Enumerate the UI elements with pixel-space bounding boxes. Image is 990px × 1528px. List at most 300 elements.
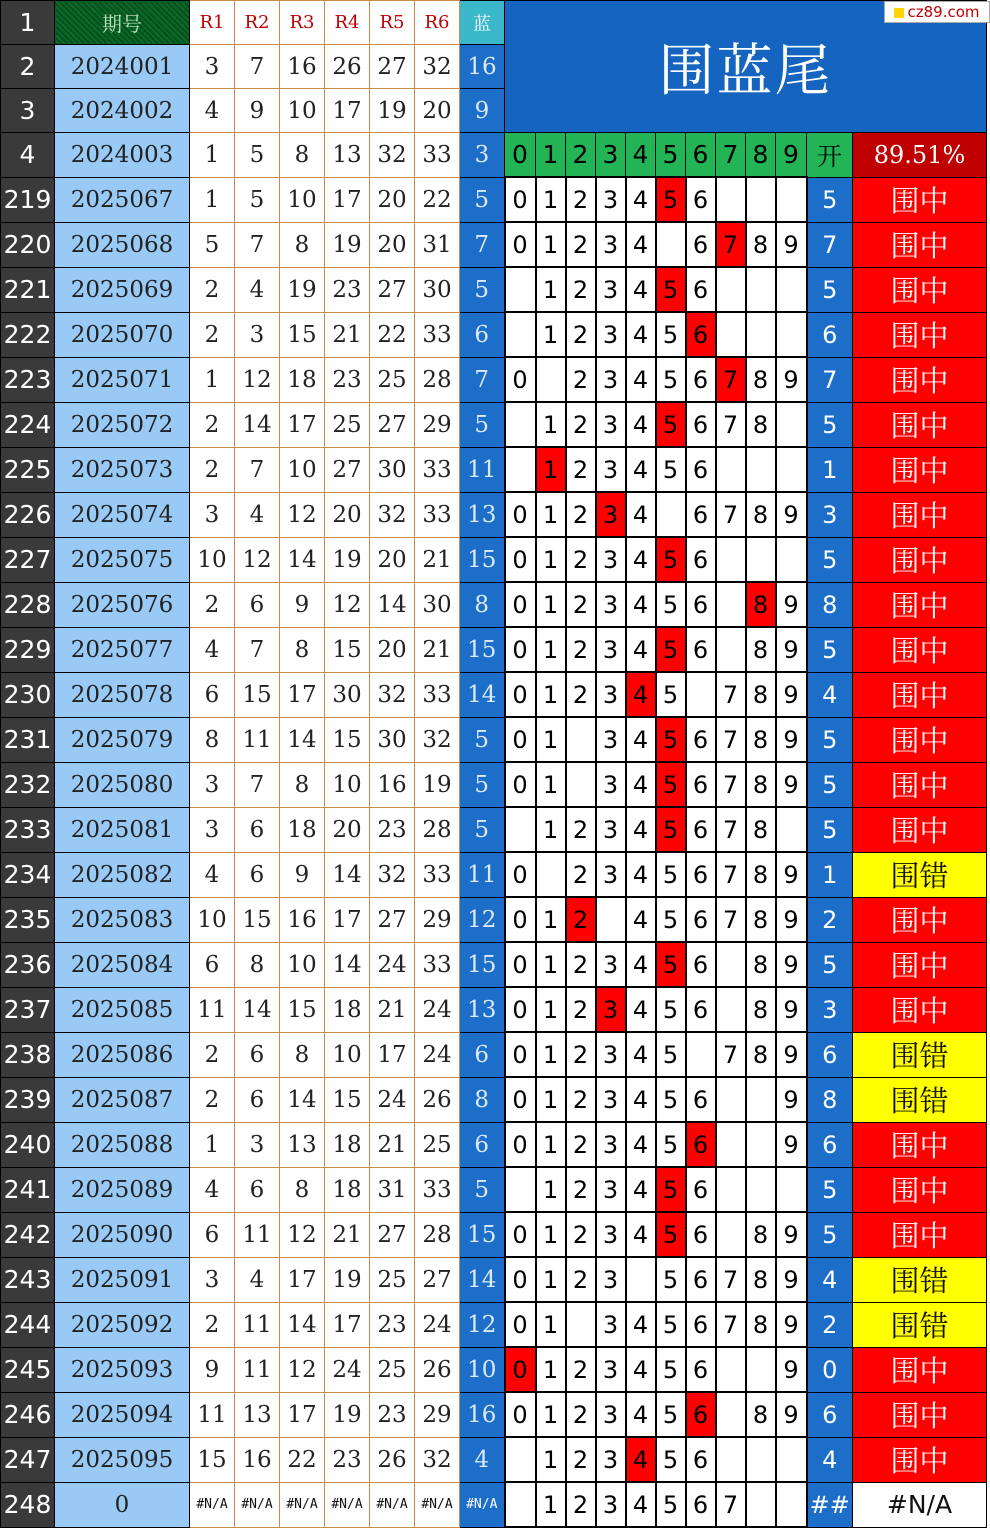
- row-number[interactable]: 232: [1, 762, 55, 807]
- tail-digit-cell[interactable]: 4: [626, 402, 656, 447]
- open-tail-cell[interactable]: 3: [807, 987, 853, 1032]
- tail-digit-cell[interactable]: 5: [656, 1437, 686, 1482]
- tail-digit-cell[interactable]: 7: [716, 1482, 746, 1527]
- tail-digit-cell[interactable]: [716, 627, 746, 672]
- tail-digit-cell[interactable]: 1: [536, 897, 566, 942]
- tail-digit-cell[interactable]: 3: [596, 1482, 626, 1527]
- tail-digit-cell[interactable]: 0: [505, 1122, 536, 1167]
- red-ball-cell[interactable]: 10: [280, 942, 325, 987]
- period-cell[interactable]: 2025070: [55, 312, 190, 357]
- result-cell[interactable]: 围中: [853, 177, 987, 222]
- tail-digit-cell[interactable]: [566, 1302, 596, 1347]
- tail-digit-cell[interactable]: 4: [626, 1392, 656, 1437]
- red-ball-cell[interactable]: 9: [235, 89, 280, 133]
- red-ball-cell[interactable]: 26: [415, 1077, 460, 1122]
- red-ball-cell[interactable]: 23: [370, 1392, 415, 1437]
- tail-digit-cell[interactable]: 2: [566, 1392, 596, 1437]
- red-ball-cell[interactable]: 15: [280, 312, 325, 357]
- red-ball-cell[interactable]: 15: [325, 717, 370, 762]
- red-ball-cell[interactable]: 24: [370, 942, 415, 987]
- red-ball-cell[interactable]: 25: [370, 1347, 415, 1392]
- tail-digit-cell[interactable]: [536, 357, 566, 402]
- red-ball-cell[interactable]: 33: [415, 942, 460, 987]
- tail-digit-cell[interactable]: 7: [716, 1302, 746, 1347]
- tail-digit-cell[interactable]: 0: [505, 1032, 536, 1077]
- blue-ball-cell[interactable]: 15: [460, 627, 505, 672]
- digit-header-6[interactable]: 6: [686, 133, 716, 178]
- tail-digit-cell[interactable]: [746, 1077, 776, 1122]
- blue-ball-cell[interactable]: 5: [460, 402, 505, 447]
- tail-digit-cell[interactable]: 9: [776, 987, 807, 1032]
- tail-digit-cell[interactable]: 3: [596, 1077, 626, 1122]
- red-ball-cell[interactable]: 3: [190, 1257, 235, 1302]
- blue-ball-cell[interactable]: 15: [460, 1212, 505, 1257]
- tail-digit-cell[interactable]: 7: [716, 402, 746, 447]
- red-ball-cell[interactable]: 12: [280, 1347, 325, 1392]
- red-ball-cell[interactable]: 13: [280, 1122, 325, 1167]
- red-ball-cell[interactable]: 26: [370, 1437, 415, 1482]
- red-ball-cell[interactable]: 12: [235, 537, 280, 582]
- tail-digit-cell[interactable]: 3: [596, 1437, 626, 1482]
- red-ball-cell[interactable]: 30: [370, 447, 415, 492]
- row-number[interactable]: 243: [1, 1257, 55, 1302]
- open-tail-cell[interactable]: 5: [807, 807, 853, 852]
- period-cell[interactable]: 2025068: [55, 222, 190, 267]
- tail-digit-cell[interactable]: [776, 177, 807, 222]
- red-ball-cell[interactable]: 17: [325, 177, 370, 222]
- row-number[interactable]: 244: [1, 1302, 55, 1347]
- red-ball-cell[interactable]: 29: [415, 897, 460, 942]
- tail-digit-cell[interactable]: 9: [776, 1302, 807, 1347]
- red-ball-cell[interactable]: 3: [190, 762, 235, 807]
- red-ball-cell[interactable]: 4: [190, 1167, 235, 1212]
- tail-digit-cell[interactable]: 1: [536, 987, 566, 1032]
- red-ball-cell[interactable]: 2: [190, 1077, 235, 1122]
- tail-digit-cell[interactable]: 0: [505, 1212, 536, 1257]
- open-tail-cell[interactable]: 6: [807, 1392, 853, 1437]
- open-tail-cell[interactable]: 8: [807, 1077, 853, 1122]
- red-ball-cell[interactable]: 6: [235, 1077, 280, 1122]
- red-ball-cell[interactable]: 15: [325, 627, 370, 672]
- red-ball-cell[interactable]: 27: [325, 447, 370, 492]
- red-ball-cell[interactable]: 8: [280, 1032, 325, 1077]
- tail-digit-cell[interactable]: 3: [596, 717, 626, 762]
- tail-digit-cell[interactable]: 1: [536, 1347, 566, 1392]
- tail-digit-cell[interactable]: 6: [686, 537, 716, 582]
- blue-ball-cell[interactable]: 6: [460, 312, 505, 357]
- row-number[interactable]: 223: [1, 357, 55, 402]
- tail-digit-cell[interactable]: 8: [746, 1032, 776, 1077]
- period-cell[interactable]: 2025078: [55, 672, 190, 717]
- tail-digit-cell[interactable]: 3: [596, 1257, 626, 1302]
- row-number[interactable]: 222: [1, 312, 55, 357]
- red-ball-cell[interactable]: 24: [325, 1347, 370, 1392]
- blue-ball-cell[interactable]: 16: [460, 45, 505, 89]
- tail-digit-cell[interactable]: 1: [536, 672, 566, 717]
- period-cell[interactable]: 2025072: [55, 402, 190, 447]
- red-ball-cell[interactable]: 21: [415, 627, 460, 672]
- period-cell[interactable]: 2025088: [55, 1122, 190, 1167]
- tail-digit-cell[interactable]: [716, 312, 746, 357]
- red-ball-cell[interactable]: 19: [325, 537, 370, 582]
- red-ball-cell[interactable]: 6: [235, 807, 280, 852]
- tail-digit-cell[interactable]: 6: [686, 1077, 716, 1122]
- red-ball-cell[interactable]: 1: [190, 133, 235, 178]
- blue-ball-cell[interactable]: 15: [460, 537, 505, 582]
- period-cell[interactable]: 2025085: [55, 987, 190, 1032]
- tail-digit-cell[interactable]: 6: [686, 312, 716, 357]
- blue-ball-cell[interactable]: 9: [460, 89, 505, 133]
- row-number[interactable]: 3: [1, 89, 55, 133]
- tail-digit-cell[interactable]: 1: [536, 1167, 566, 1212]
- red-ball-cell[interactable]: 27: [370, 45, 415, 89]
- tail-digit-cell[interactable]: 0: [505, 1257, 536, 1302]
- red-ball-cell[interactable]: 3: [190, 492, 235, 537]
- tail-digit-cell[interactable]: 0: [505, 1347, 536, 1392]
- tail-digit-cell[interactable]: 5: [656, 627, 686, 672]
- result-cell[interactable]: 围中: [853, 1437, 987, 1482]
- row-number[interactable]: 246: [1, 1392, 55, 1437]
- open-tail-cell[interactable]: 7: [807, 357, 853, 402]
- open-tail-cell[interactable]: 5: [807, 537, 853, 582]
- row-number[interactable]: 245: [1, 1347, 55, 1392]
- tail-digit-cell[interactable]: 2: [566, 1437, 596, 1482]
- blue-header[interactable]: 蓝: [460, 1, 505, 45]
- tail-digit-cell[interactable]: [716, 1437, 746, 1482]
- blue-ball-cell[interactable]: 3: [460, 133, 505, 178]
- tail-digit-cell[interactable]: 2: [566, 267, 596, 312]
- tail-digit-cell[interactable]: 8: [746, 492, 776, 537]
- tail-digit-cell[interactable]: 5: [656, 267, 686, 312]
- red-ball-cell[interactable]: 9: [280, 582, 325, 627]
- open-tail-cell[interactable]: 5: [807, 267, 853, 312]
- row-number[interactable]: 225: [1, 447, 55, 492]
- tail-digit-cell[interactable]: 0: [505, 492, 536, 537]
- red-ball-cell[interactable]: 13: [235, 1392, 280, 1437]
- tail-digit-cell[interactable]: 4: [626, 762, 656, 807]
- tail-digit-cell[interactable]: 1: [536, 1437, 566, 1482]
- tail-digit-cell[interactable]: 5: [656, 1032, 686, 1077]
- tail-digit-cell[interactable]: 7: [716, 357, 746, 402]
- blue-ball-cell[interactable]: 8: [460, 582, 505, 627]
- red-ball-cell[interactable]: 5: [235, 133, 280, 178]
- red-ball-cell[interactable]: 25: [325, 402, 370, 447]
- tail-digit-cell[interactable]: 4: [626, 987, 656, 1032]
- red-ball-cell[interactable]: 24: [415, 1302, 460, 1347]
- row-number[interactable]: 234: [1, 852, 55, 897]
- period-header[interactable]: 期号: [55, 1, 190, 45]
- red-ball-cell[interactable]: 23: [325, 267, 370, 312]
- blue-ball-cell[interactable]: 15: [460, 942, 505, 987]
- red-ball-cell[interactable]: 33: [415, 447, 460, 492]
- blue-ball-cell[interactable]: #N/A: [460, 1482, 505, 1527]
- row-number[interactable]: 228: [1, 582, 55, 627]
- tail-digit-cell[interactable]: [776, 1482, 807, 1527]
- tail-digit-cell[interactable]: 2: [566, 1167, 596, 1212]
- tail-digit-cell[interactable]: 2: [566, 1347, 596, 1392]
- red-ball-cell[interactable]: 14: [325, 942, 370, 987]
- open-tail-cell[interactable]: 1: [807, 447, 853, 492]
- period-cell[interactable]: 2025094: [55, 1392, 190, 1437]
- red-ball-cell[interactable]: #N/A: [325, 1482, 370, 1527]
- red-ball-cell[interactable]: 33: [415, 312, 460, 357]
- red-ball-cell[interactable]: 14: [370, 582, 415, 627]
- tail-digit-cell[interactable]: 4: [626, 717, 656, 762]
- open-tail-cell[interactable]: 5: [807, 402, 853, 447]
- tail-digit-cell[interactable]: 5: [656, 312, 686, 357]
- tail-digit-cell[interactable]: 9: [776, 357, 807, 402]
- blue-ball-cell[interactable]: 11: [460, 447, 505, 492]
- result-cell[interactable]: 围中: [853, 627, 987, 672]
- result-cell[interactable]: 围中: [853, 717, 987, 762]
- tail-digit-cell[interactable]: 6: [686, 1167, 716, 1212]
- tail-digit-cell[interactable]: 4: [626, 1077, 656, 1122]
- red-ball-cell[interactable]: 12: [325, 582, 370, 627]
- tail-digit-cell[interactable]: [746, 1437, 776, 1482]
- red-ball-cell[interactable]: 17: [370, 1032, 415, 1077]
- tail-digit-cell[interactable]: 1: [536, 762, 566, 807]
- row-number[interactable]: 221: [1, 267, 55, 312]
- red-ball-cell[interactable]: 6: [235, 582, 280, 627]
- blue-ball-cell[interactable]: 12: [460, 897, 505, 942]
- tail-digit-cell[interactable]: [746, 312, 776, 357]
- tail-digit-cell[interactable]: 5: [656, 1077, 686, 1122]
- result-cell[interactable]: 围中: [853, 1212, 987, 1257]
- red-ball-cell[interactable]: 20: [325, 807, 370, 852]
- tail-digit-cell[interactable]: 5: [656, 402, 686, 447]
- tail-digit-cell[interactable]: [505, 1167, 536, 1212]
- tail-digit-cell[interactable]: 6: [686, 1392, 716, 1437]
- red-ball-cell[interactable]: 15: [235, 672, 280, 717]
- period-cell[interactable]: 2025069: [55, 267, 190, 312]
- tail-digit-cell[interactable]: 6: [686, 1437, 716, 1482]
- blue-ball-cell[interactable]: 5: [460, 762, 505, 807]
- period-cell[interactable]: 2024001: [55, 45, 190, 89]
- tail-digit-cell[interactable]: 1: [536, 1077, 566, 1122]
- red-ball-cell[interactable]: 28: [415, 357, 460, 402]
- tail-digit-cell[interactable]: 4: [626, 1212, 656, 1257]
- red-header-2[interactable]: R2: [235, 1, 280, 45]
- blue-ball-cell[interactable]: 12: [460, 1302, 505, 1347]
- red-ball-cell[interactable]: 8: [280, 762, 325, 807]
- tail-digit-cell[interactable]: 8: [746, 357, 776, 402]
- red-ball-cell[interactable]: 30: [415, 582, 460, 627]
- tail-digit-cell[interactable]: 0: [505, 987, 536, 1032]
- red-ball-cell[interactable]: 14: [325, 852, 370, 897]
- tail-digit-cell[interactable]: [776, 807, 807, 852]
- blue-ball-cell[interactable]: 4: [460, 1437, 505, 1482]
- tail-digit-cell[interactable]: 0: [505, 357, 536, 402]
- period-cell[interactable]: 2025071: [55, 357, 190, 402]
- red-ball-cell[interactable]: 8: [280, 133, 325, 178]
- tail-digit-cell[interactable]: 8: [746, 627, 776, 672]
- tail-digit-cell[interactable]: [716, 582, 746, 627]
- tail-digit-cell[interactable]: 6: [686, 1212, 716, 1257]
- tail-digit-cell[interactable]: 8: [746, 222, 776, 267]
- tail-digit-cell[interactable]: [746, 537, 776, 582]
- red-ball-cell[interactable]: 2: [190, 1302, 235, 1347]
- tail-digit-cell[interactable]: 9: [776, 627, 807, 672]
- tail-digit-cell[interactable]: [746, 1482, 776, 1527]
- tail-digit-cell[interactable]: [776, 537, 807, 582]
- digit-header-9[interactable]: 9: [776, 133, 807, 178]
- red-ball-cell[interactable]: 14: [280, 1077, 325, 1122]
- digit-header-5[interactable]: 5: [656, 133, 686, 178]
- red-ball-cell[interactable]: 5: [190, 222, 235, 267]
- tail-digit-cell[interactable]: 9: [776, 222, 807, 267]
- tail-digit-cell[interactable]: 9: [776, 1122, 807, 1167]
- tail-digit-cell[interactable]: 3: [596, 1122, 626, 1167]
- red-ball-cell[interactable]: 6: [235, 852, 280, 897]
- tail-digit-cell[interactable]: 6: [686, 807, 716, 852]
- tail-digit-cell[interactable]: [656, 222, 686, 267]
- tail-digit-cell[interactable]: 6: [686, 1482, 716, 1527]
- tail-digit-cell[interactable]: 7: [716, 762, 746, 807]
- tail-digit-cell[interactable]: 8: [746, 582, 776, 627]
- tail-digit-cell[interactable]: 6: [686, 402, 716, 447]
- tail-digit-cell[interactable]: 9: [776, 1392, 807, 1437]
- row-number[interactable]: 236: [1, 942, 55, 987]
- period-cell[interactable]: 2025086: [55, 1032, 190, 1077]
- blue-ball-cell[interactable]: 5: [460, 1167, 505, 1212]
- red-ball-cell[interactable]: 12: [235, 357, 280, 402]
- blue-ball-cell[interactable]: 14: [460, 1257, 505, 1302]
- result-cell[interactable]: 围中: [853, 492, 987, 537]
- period-cell[interactable]: 2024003: [55, 133, 190, 178]
- tail-digit-cell[interactable]: 0: [505, 1392, 536, 1437]
- tail-digit-cell[interactable]: [505, 447, 536, 492]
- period-cell[interactable]: 2025082: [55, 852, 190, 897]
- result-cell[interactable]: 围中: [853, 447, 987, 492]
- tail-digit-cell[interactable]: [536, 852, 566, 897]
- tail-digit-cell[interactable]: 4: [626, 177, 656, 222]
- red-ball-cell[interactable]: 31: [370, 1167, 415, 1212]
- tail-digit-cell[interactable]: 4: [626, 1437, 656, 1482]
- tail-digit-cell[interactable]: 1: [536, 222, 566, 267]
- tail-digit-cell[interactable]: 5: [656, 1122, 686, 1167]
- red-ball-cell[interactable]: 20: [415, 89, 460, 133]
- red-ball-cell[interactable]: 10: [325, 762, 370, 807]
- red-ball-cell[interactable]: 33: [415, 492, 460, 537]
- tail-digit-cell[interactable]: [746, 1122, 776, 1167]
- red-ball-cell[interactable]: 7: [235, 447, 280, 492]
- tail-digit-cell[interactable]: 4: [626, 267, 656, 312]
- red-ball-cell[interactable]: 9: [280, 852, 325, 897]
- red-ball-cell[interactable]: 24: [415, 1032, 460, 1077]
- row-number[interactable]: 235: [1, 897, 55, 942]
- red-ball-cell[interactable]: 33: [415, 852, 460, 897]
- digit-header-4[interactable]: 4: [626, 133, 656, 178]
- tail-digit-cell[interactable]: 2: [566, 672, 596, 717]
- red-ball-cell[interactable]: 2: [190, 267, 235, 312]
- red-ball-cell[interactable]: 8: [280, 627, 325, 672]
- tail-digit-cell[interactable]: 6: [686, 717, 716, 762]
- tail-digit-cell[interactable]: 4: [626, 357, 656, 402]
- open-tail-cell[interactable]: 5: [807, 717, 853, 762]
- red-ball-cell[interactable]: 12: [280, 492, 325, 537]
- tail-digit-cell[interactable]: [656, 492, 686, 537]
- red-ball-cell[interactable]: 30: [325, 672, 370, 717]
- result-cell[interactable]: 围中: [853, 1347, 987, 1392]
- result-cell[interactable]: 围错: [853, 1077, 987, 1122]
- period-cell[interactable]: 2025091: [55, 1257, 190, 1302]
- tail-digit-cell[interactable]: 1: [536, 1122, 566, 1167]
- red-ball-cell[interactable]: 4: [190, 627, 235, 672]
- red-ball-cell[interactable]: #N/A: [190, 1482, 235, 1527]
- tail-digit-cell[interactable]: 0: [505, 582, 536, 627]
- tail-digit-cell[interactable]: 9: [776, 852, 807, 897]
- red-ball-cell[interactable]: 11: [235, 717, 280, 762]
- red-ball-cell[interactable]: 21: [325, 312, 370, 357]
- red-ball-cell[interactable]: 7: [235, 627, 280, 672]
- tail-digit-cell[interactable]: 1: [536, 942, 566, 987]
- tail-digit-cell[interactable]: 5: [656, 1167, 686, 1212]
- red-ball-cell[interactable]: 19: [280, 267, 325, 312]
- tail-digit-cell[interactable]: [746, 1167, 776, 1212]
- red-ball-cell[interactable]: 16: [235, 1437, 280, 1482]
- result-cell[interactable]: 围中: [853, 762, 987, 807]
- row-number[interactable]: 224: [1, 402, 55, 447]
- period-cell[interactable]: 2025073: [55, 447, 190, 492]
- tail-digit-cell[interactable]: 6: [686, 177, 716, 222]
- tail-digit-cell[interactable]: 2: [566, 1257, 596, 1302]
- tail-digit-cell[interactable]: 7: [716, 672, 746, 717]
- blue-ball-cell[interactable]: 6: [460, 1032, 505, 1077]
- tail-digit-cell[interactable]: 9: [776, 762, 807, 807]
- red-ball-cell[interactable]: 2: [190, 447, 235, 492]
- red-ball-cell[interactable]: 32: [370, 672, 415, 717]
- red-ball-cell[interactable]: 17: [280, 672, 325, 717]
- tail-digit-cell[interactable]: 0: [505, 672, 536, 717]
- tail-digit-cell[interactable]: 4: [626, 1032, 656, 1077]
- tail-digit-cell[interactable]: 4: [626, 852, 656, 897]
- tail-digit-cell[interactable]: [566, 762, 596, 807]
- tail-digit-cell[interactable]: 0: [505, 627, 536, 672]
- red-ball-cell[interactable]: 20: [325, 492, 370, 537]
- blue-ball-cell[interactable]: 13: [460, 492, 505, 537]
- period-cell[interactable]: 2025087: [55, 1077, 190, 1122]
- site-logo[interactable]: [884, 1, 990, 23]
- period-cell[interactable]: 2025075: [55, 537, 190, 582]
- tail-digit-cell[interactable]: 5: [656, 1347, 686, 1392]
- tail-digit-cell[interactable]: 1: [536, 1212, 566, 1257]
- result-cell[interactable]: 围错: [853, 1257, 987, 1302]
- tail-digit-cell[interactable]: 3: [596, 1212, 626, 1257]
- tail-digit-cell[interactable]: 6: [686, 1302, 716, 1347]
- digit-header-7[interactable]: 7: [716, 133, 746, 178]
- red-ball-cell[interactable]: 20: [370, 222, 415, 267]
- result-cell[interactable]: #N/A: [853, 1482, 987, 1527]
- tail-digit-cell[interactable]: 3: [596, 222, 626, 267]
- red-ball-cell[interactable]: 25: [370, 357, 415, 402]
- tail-digit-cell[interactable]: 8: [746, 1257, 776, 1302]
- red-ball-cell[interactable]: 33: [415, 1167, 460, 1212]
- tail-digit-cell[interactable]: 5: [656, 807, 686, 852]
- red-ball-cell[interactable]: 10: [280, 447, 325, 492]
- red-ball-cell[interactable]: 3: [235, 1122, 280, 1167]
- tail-digit-cell[interactable]: 6: [686, 762, 716, 807]
- red-ball-cell[interactable]: 4: [235, 267, 280, 312]
- result-cell[interactable]: 围中: [853, 807, 987, 852]
- open-tail-cell[interactable]: 0: [807, 1347, 853, 1392]
- red-ball-cell[interactable]: 4: [190, 89, 235, 133]
- red-ball-cell[interactable]: 21: [325, 1212, 370, 1257]
- red-ball-cell[interactable]: 32: [415, 1437, 460, 1482]
- red-ball-cell[interactable]: 2: [190, 582, 235, 627]
- red-ball-cell[interactable]: 17: [325, 897, 370, 942]
- red-ball-cell[interactable]: 25: [370, 1257, 415, 1302]
- tail-digit-cell[interactable]: 1: [536, 1302, 566, 1347]
